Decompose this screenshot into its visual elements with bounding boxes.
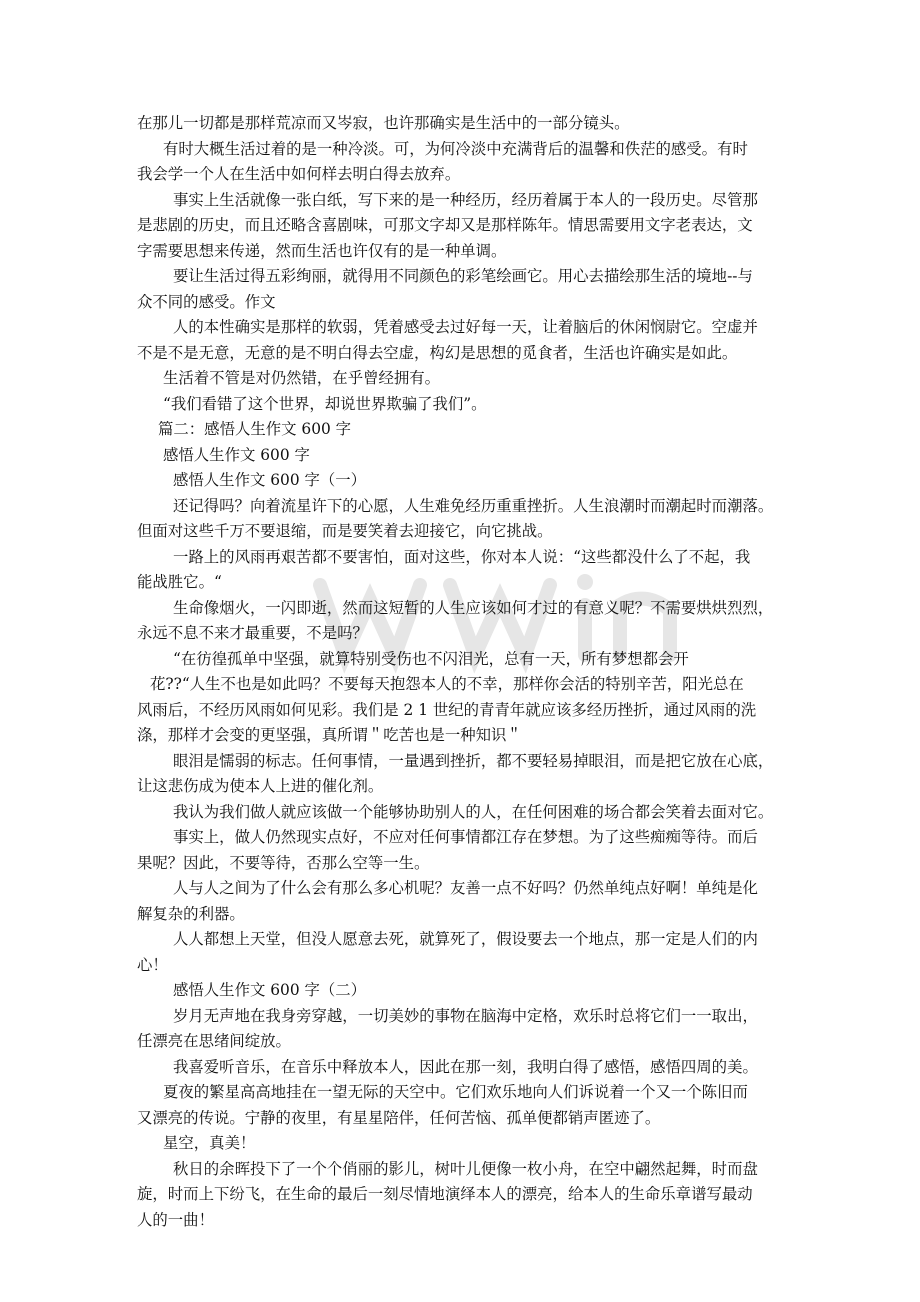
text-line: 还记得吗？向着流星许下的心愿，人生难免经历重重挫折。人生浪潮时而潮起时而潮落。 (173, 497, 774, 515)
text-line: 又漂亮的传说。宁静的夜里，有星星陪伴，任何苦恼、孤单便都销声匿迹了。 (137, 1109, 661, 1127)
text-line: 永远不息不来才最重要，不是吗？ (137, 624, 368, 642)
text-line: 夏夜的繁星高高地挂在一望无际的天空中。它们欢乐地向人们诉说着一个又一个陈旧而 (163, 1083, 748, 1101)
article-title: 感悟人生作文 600 字 (163, 446, 310, 464)
text-line: 我认为我们做人就应该做一个能够协助别人的人，在任何困难的场合都会笑着去面对它。 (173, 803, 774, 821)
text-line: 生命像烟火，一闪即逝，然而这短暂的人生应该如何才过的有意义呢？不需要烘烘烈烈， (173, 599, 774, 617)
text-line: 但面对这些千万不要退缩，而是要笑着去迎接它，向它挑战。 (137, 522, 553, 540)
text-line: 解复杂的利器。 (137, 905, 245, 923)
text-line: 在那儿一切都是那样荒凉而又岑寂，也许那确实是生活中的一部分镜头。 (137, 114, 630, 132)
text-line: 岁月无声地在我身旁穿越，一切美妙的事物在脑海中定格，欢乐时总将它们一一取出， (173, 1007, 758, 1025)
text-line: 是悲剧的历史，而且还略含喜剧味，可那文字却又是那样陈年。情思需要用文字老表达，文 (137, 216, 753, 234)
text-line: “我们看错了这个世界，却说世界欺骗了我们”。 (163, 395, 487, 413)
text-line: 字需要思想来传递，然而生活也许仅有的是一种单调。 (137, 242, 507, 260)
text-line: 生活着不管是对仍然错，在乎曾经拥有。 (163, 369, 441, 387)
text-line: 一路上的风雨再艰苦都不要害怕，面对这些，你对本人说：“这些都没什么了不起，我 (173, 548, 751, 566)
text-line: 我喜爱听音乐，在音乐中释放本人，因此在那一刻，我明白得了感悟，感悟四周的美。 (173, 1058, 758, 1076)
text-line: 人的本性确实是那样的软弱，凭着感受去过好每一天，让着脑后的休闲悯尉它。空虚并 (173, 318, 758, 336)
text-line: 我会学一个人在生活中如何样去明白得去放弃。 (137, 165, 461, 183)
subsection-heading: 感悟人生作文 600 字（二） (173, 981, 367, 999)
text-line: 人人都想上天堂，但没人愿意去死，就算死了，假设要去一个地点，那一定是人们的内 (173, 930, 758, 948)
text-line: 秋日的余晖投下了一个个俏丽的影儿，树叶儿便像一枚小舟，在空中翩然起舞，时而盘 (173, 1160, 758, 1178)
text-line: 众不同的感受。作文 (137, 293, 276, 311)
text-line: 事实上生活就像一张白纸，写下来的是一种经历，经历着属于本人的一段历史。尽管那 (173, 191, 758, 209)
text-line: 有时大概生活过着的是一种冷淡。可，为何冷淡中充满背后的温馨和佚茫的感受。有时 (163, 140, 748, 158)
text-line: 任漂亮在思绪间绽放。 (137, 1032, 291, 1050)
text-line: 能战胜它。“ (137, 573, 222, 591)
text-line: 不是不是无意，无意的是不明白得去空虚，构幻是思想的觅食者，生活也许确实是如此。 (137, 344, 738, 362)
text-line: 涤，那样才会变的更坚强，真所谓＂吃苦也是一种知识＂ (137, 726, 522, 744)
text-line: 星空，真美！ (163, 1134, 256, 1152)
text-line: 旋，时而上下纷飞，在生命的最后一刻尽情地演绎本人的漂亮，给本人的生命乐章谱写最动 (137, 1185, 753, 1203)
text-line: 人的一曲！ (137, 1211, 214, 1229)
text-line: 人与人之间为了什么会有那么多心机呢？友善一点不好吗？仍然单纯点好啊！单纯是化 (173, 879, 758, 897)
text-line: 风雨后，不经历风雨如何见彩。我们是 2 1 世纪的青青年就应该多经历挫折，通过风雨的洗 (137, 701, 757, 719)
text-line: 花??“人生不也是如此吗？不要每天抱怨本人的不幸，那样你会活的特别辛苦，阳光总在 (150, 675, 744, 693)
text-line: 果呢？因此，不要等待，否那么空等一生。 (137, 854, 430, 872)
text-line: 眼泪是懦弱的标志。任何事情，一量遇到挫折，都不要轻易掉眼泪，而是把它放在心底， (173, 752, 774, 770)
text-line: “在彷徨孤单中坚强，就算特别受伤也不闪泪光，总有一天，所有梦想都会开 (173, 650, 689, 668)
subsection-heading: 感悟人生作文 600 字（一） (173, 471, 367, 489)
text-line: 要让生活过得五彩绚丽，就得用不同颜色的彩笔绘画它。用心去描绘那生活的境地--与 (173, 267, 753, 285)
text-line: 事实上，做人仍然现实点好，不应对任何事情都江存在梦想。为了这些痴痴等待。而后 (173, 828, 758, 846)
text-line: 让这悲伤成为使本人上进的催化剂。 (137, 777, 384, 795)
text-line: 心！ (137, 956, 168, 974)
section-heading: 篇二：感悟人生作文 600 字 (158, 420, 352, 438)
